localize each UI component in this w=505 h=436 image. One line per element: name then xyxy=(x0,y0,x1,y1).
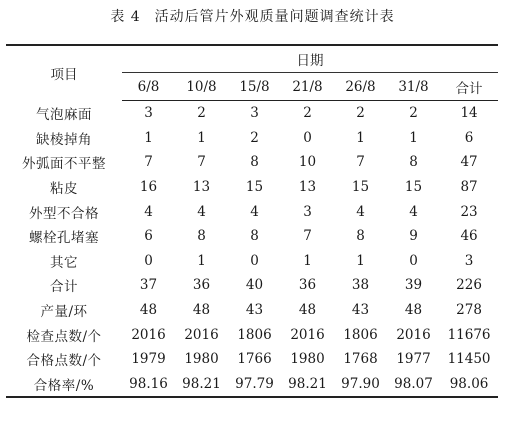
table-cell: 3 xyxy=(250,105,259,122)
row-label: 其它 xyxy=(50,254,78,271)
table-cell: 15 xyxy=(245,179,264,196)
statistics-table xyxy=(6,44,498,398)
row-label: 粘皮 xyxy=(50,181,78,198)
table-cell: 15 xyxy=(351,179,370,196)
total-column-header: 合计 xyxy=(440,73,498,101)
row-label: 外弧面不平整 xyxy=(22,156,106,173)
table-cell: 98.21 xyxy=(281,372,334,398)
row-label: 外型不合格 xyxy=(29,205,99,222)
date-column-header: 31/8 xyxy=(387,73,440,101)
table-cell: 16 xyxy=(139,179,158,196)
table-row xyxy=(6,101,498,126)
table-cell: 1766 xyxy=(237,351,272,368)
date-column-header: 15/8 xyxy=(228,73,281,101)
table-row xyxy=(6,249,498,274)
table-cell: 8 xyxy=(356,228,365,245)
table-cell: 8 xyxy=(409,154,418,171)
table-cell: 48 xyxy=(139,302,158,319)
table-caption xyxy=(0,6,505,26)
table-row xyxy=(6,372,498,398)
row-label: 合格率/% xyxy=(6,372,122,398)
table-cell: 48 xyxy=(298,302,317,319)
table-cell: 2016 xyxy=(290,326,325,343)
row-total-cell: 3 xyxy=(464,252,474,269)
table-cell: 7 xyxy=(197,154,206,171)
row-total-cell: 46 xyxy=(460,228,478,245)
table-cell: 2016 xyxy=(131,326,166,343)
table-cell: 98.07 xyxy=(387,372,440,398)
table-cell: 8 xyxy=(197,228,206,245)
table-row xyxy=(6,273,498,298)
table-cell: 40 xyxy=(245,277,264,294)
table-cell: 2016 xyxy=(184,326,219,343)
table-row xyxy=(6,199,498,224)
table-cell: 4 xyxy=(250,203,259,220)
date-column-header: 26/8 xyxy=(334,73,387,101)
table-cell: 1 xyxy=(197,129,206,146)
row-total-cell: 6 xyxy=(464,129,474,146)
row-label: 合格点数/个 xyxy=(26,353,102,370)
table-cell: 97.90 xyxy=(334,372,387,398)
table-cell: 0 xyxy=(303,129,312,146)
table-cell: 4 xyxy=(197,203,206,220)
row-total-cell: 278 xyxy=(456,302,482,319)
table-cell: 2 xyxy=(409,105,418,122)
row-label: 缺棱掉角 xyxy=(36,131,92,148)
table-cell: 9 xyxy=(409,228,418,245)
row-label: 气泡麻面 xyxy=(36,107,92,124)
table-cell: 1979 xyxy=(131,351,166,368)
row-total-cell: 11450 xyxy=(447,351,491,368)
table-cell: 10 xyxy=(298,154,317,171)
table-cell: 2 xyxy=(356,105,365,122)
date-column-header: 10/8 xyxy=(175,73,228,101)
table-cell: 1 xyxy=(356,252,365,269)
table-row xyxy=(6,347,498,372)
table-cell: 6 xyxy=(144,228,153,245)
table-cell: 37 xyxy=(139,277,158,294)
table-cell: 0 xyxy=(250,252,259,269)
row-total-cell: 14 xyxy=(460,105,478,122)
table-cell: 1806 xyxy=(343,326,378,343)
table-cell: 8 xyxy=(250,228,259,245)
table-cell: 7 xyxy=(144,154,153,171)
table-cell: 1768 xyxy=(343,351,378,368)
table-row xyxy=(6,150,498,175)
table-cell: 2016 xyxy=(396,326,431,343)
table-cell: 36 xyxy=(192,277,211,294)
table-cell: 1 xyxy=(356,129,365,146)
row-label: 合计 xyxy=(50,279,78,296)
date-column-header: 21/8 xyxy=(281,73,334,101)
table-row xyxy=(6,298,498,323)
item-column-header: 项目 xyxy=(6,45,122,101)
table-cell: 1 xyxy=(409,129,418,146)
row-label: 螺栓孔堵塞 xyxy=(29,230,99,247)
table-cell: 13 xyxy=(298,179,317,196)
table-header xyxy=(6,45,498,101)
row-total-cell: 98.06 xyxy=(440,372,498,398)
table-cell: 3 xyxy=(303,203,312,220)
table-cell: 2 xyxy=(197,105,206,122)
table-cell: 97.79 xyxy=(228,372,281,398)
table-cell: 39 xyxy=(404,277,423,294)
table-cell: 1 xyxy=(197,252,206,269)
table-cell: 43 xyxy=(245,302,264,319)
table-cell: 15 xyxy=(404,179,423,196)
table-cell: 48 xyxy=(192,302,211,319)
table-cell: 1980 xyxy=(290,351,325,368)
table-cell: 3 xyxy=(144,105,153,122)
row-total-cell: 47 xyxy=(460,154,478,171)
row-label: 检查点数/个 xyxy=(26,328,102,345)
table-cell: 0 xyxy=(144,252,153,269)
table-title: 活动后管片外观质量问题调查统计表 xyxy=(154,9,395,25)
table-cell: 1977 xyxy=(396,351,431,368)
table-cell: 7 xyxy=(356,154,365,171)
table-number: 表 4 xyxy=(110,9,141,25)
table-cell: 1 xyxy=(303,252,312,269)
table-cell: 1980 xyxy=(184,351,219,368)
table-cell: 98.21 xyxy=(175,372,228,398)
table-cell: 36 xyxy=(298,277,317,294)
table-cell: 2 xyxy=(250,129,259,146)
table-cell: 1806 xyxy=(237,326,272,343)
table-row xyxy=(6,175,498,200)
table-cell: 0 xyxy=(409,252,418,269)
table-cell: 4 xyxy=(356,203,365,220)
row-total-cell: 11676 xyxy=(447,326,491,343)
row-total-cell: 226 xyxy=(456,277,482,294)
row-label: 产量/环 xyxy=(40,304,88,321)
table-cell: 1 xyxy=(144,129,153,146)
table-cell: 2 xyxy=(303,105,312,122)
table-cell: 4 xyxy=(409,203,418,220)
table-cell: 43 xyxy=(351,302,370,319)
row-total-cell: 87 xyxy=(460,179,478,196)
table-cell: 4 xyxy=(144,203,153,220)
table-cell: 8 xyxy=(250,154,259,171)
table-row xyxy=(6,126,498,151)
table-cell: 48 xyxy=(404,302,423,319)
row-total-cell: 23 xyxy=(460,203,478,220)
table-row xyxy=(6,224,498,249)
table-cell: 7 xyxy=(303,228,312,245)
date-column-header: 6/8 xyxy=(122,73,175,101)
table-cell: 38 xyxy=(351,277,370,294)
table-cell: 98.16 xyxy=(122,372,175,398)
table-body xyxy=(6,101,498,398)
table-row xyxy=(6,322,498,347)
table-cell: 13 xyxy=(192,179,211,196)
date-group-header: 日期 xyxy=(122,45,498,73)
